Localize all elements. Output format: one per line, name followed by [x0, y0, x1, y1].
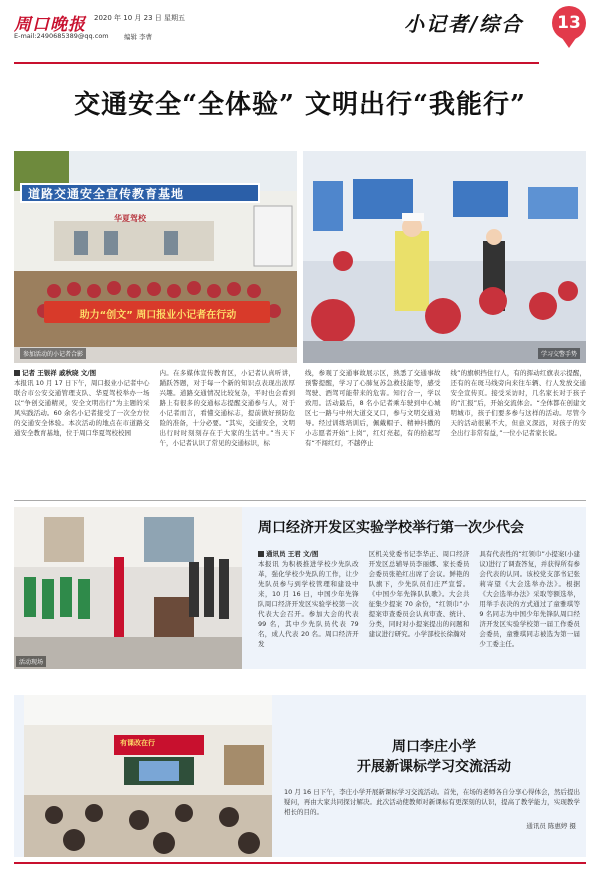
classroom-photo: [24, 695, 272, 857]
page-number-badge: 13: [552, 6, 586, 40]
sign-board-text: 道路交通安全宣传教育基地: [28, 187, 185, 201]
congress-photo: [14, 507, 242, 669]
board-label: 有课改在行: [120, 739, 155, 747]
masthead: [14, 8, 586, 58]
photo-caption: 参加活动的小记者合影: [20, 348, 86, 359]
bottom-rule: [14, 862, 586, 864]
group-photo: [14, 151, 297, 363]
article-curriculum-exchange: [14, 695, 586, 857]
school-sign-text: 华夏驾校: [114, 214, 146, 223]
photo-caption: 活动现场: [16, 656, 46, 667]
article-text: 区机关党委书记李华正、周口经济开发区总辅导员李丽娜、家长委员会委员张艳红出席了会议。鲜艳的队旗下，少先队员们庄严宣誓。《中国少年先锋队队歌》。大会共征集少提案 70 余份，“红领巾”小提案审查委员会认真审查、统计、分类，同时对小提案提出的问题和建议进行研究。小学部校长徐瀚对: [368, 550, 470, 638]
section-title: 小记者/综合: [404, 12, 524, 36]
article-column: [258, 549, 359, 667]
article-title: 周口经济开发区实验学校举行第一次少代会: [258, 520, 524, 536]
congress-illustration: [14, 507, 242, 669]
article-traffic-safety: [14, 368, 586, 498]
editor-credit: 编辑 李曹: [124, 33, 153, 41]
article-text: 10 月 16 日下午，李庄小学开展新课标学习交流活动。首先，在场的老师各自分享心得体会，然后提出疑问，再由大家共同探讨解决。此次活动使教师对新课标有更深刻的认识，提高了教学能力，实现教学相长的目的。: [284, 788, 580, 816]
header-rule: [14, 62, 539, 64]
traffic-police-illustration: [303, 151, 586, 363]
article-text: 具有代表性的“红领巾”小提案(小建议)进行了调查答复，并获得所有参会代表的认同。该校党支部书记张莉寄望《大会选举办法》。根据《大会选举办法》采取等额选举，用举手表决的方式通过了童雅琪等 9 名同志为中国少年先锋队周口经济开发区实验学校第一届工作委员会委员，童雅琪同志被选为第一届少工委主任。: [479, 550, 581, 648]
article-title-line: 周口李庄小学: [392, 739, 476, 755]
article-column: [14, 368, 150, 498]
classroom-illustration: [24, 695, 272, 857]
section-divider: [14, 500, 586, 501]
photo-caption: 学习交警手势: [538, 348, 580, 359]
article-column: [479, 549, 580, 667]
traffic-police-photo: [303, 151, 586, 363]
article-column: [160, 368, 296, 498]
article-pioneer-congress: [14, 507, 586, 669]
square-bullet-icon: [258, 551, 264, 557]
article-byline: 记者 王银祥 戚秋晓 文/图: [22, 369, 97, 377]
main-headline: 交通安全“全体验” 文明出行“我能行”: [74, 90, 526, 120]
issue-date: 2020 年 10 月 23 日 星期五: [94, 14, 185, 22]
article-text: 本报讯 为积极推进学校少先队改革，强化学校少先队的工作，让少先队员参与到学校管理和建设中来，10 月 16 日，中国少年先锋队周口经济开发区实验学校第一次代表大会召开。参加大会的代表 99 名，其中少先队员代表 79 名，成人代表 20 名。周口经济开发: [258, 560, 359, 648]
activity-banner-text: 助力“创文” 周口报业小记者在行动: [79, 310, 237, 321]
article-text: 内。在多媒体宣传教育区，小记者认真听讲，踊跃答题，对于每一个新的知识点表现出浓厚兴趣。道路交通情况比较复杂，平时也会看到路上有很多的交通标志提醒交通参与人，对于小记者而言，看懂交通标志，提前做好预防危险的准备，十分必要。“其实，交通安全，文明出行时时刻刻存在于大家的生活中。”当天下午，小记者认识了常见的交通标识，标: [159, 369, 295, 447]
contact-email: E-mail:2490685389@qq.com: [14, 32, 109, 40]
article-text: 线，参观了交通事故展示区，熟悉了交通事故预警提醒，学习了心肺复苏急救技能等，感受驾驶、酒驾可能带来的危害。知行合一，学以致用。活动最后，8 名小记者乘车驶到中心城区七一路与中州大道交叉口，参与文明交通劝导。经过训练培训后，佩戴帽子、精神抖擞的小志愿者开始“上岗”，红灯亮起，有的拾起写有“不闯红灯，不越停止: [305, 369, 441, 447]
article-title: [284, 737, 584, 777]
newspaper-logo: 周口晚报: [14, 15, 86, 35]
article-title-line: 开展新课标学习交流活动: [357, 759, 511, 775]
article-column: [451, 368, 587, 498]
article-body: [258, 549, 580, 667]
square-bullet-icon: [14, 370, 20, 376]
article-text: 本报讯 10 月 17 日下午，周口报业小记者中心联合市公安交通管理支队、华夏驾校举办一场以“争创交通精灵，安全文明出行”为主题的采风实践活动。60 余名小记者接受了一次全方位的交通安全体验。本次活动的地点在市道路交通安全教育基地，位于周口华夏驾校校园: [14, 379, 150, 437]
article-column: [369, 549, 470, 667]
article-byline: 通讯员 王君 文/图: [266, 550, 319, 558]
article-byline: 通讯员 陈惠婷 摄: [526, 822, 576, 830]
article-column: [305, 368, 441, 498]
article-text: 线”的旗帜挡住行人，有的挥动红旗表示提醒，还有的在斑马线旁向来往车辆、行人发放交通安全宣传页。接受采访时，几名家长对于孩子的“汇报”后，开始交流体会。“全体都在创建文明城市，孩子们要多参与这样的活动。尽管今天的活动很累不大，但意义深远，对孩子的安全出行非常有益，”一位小记者家长说。: [450, 369, 586, 437]
